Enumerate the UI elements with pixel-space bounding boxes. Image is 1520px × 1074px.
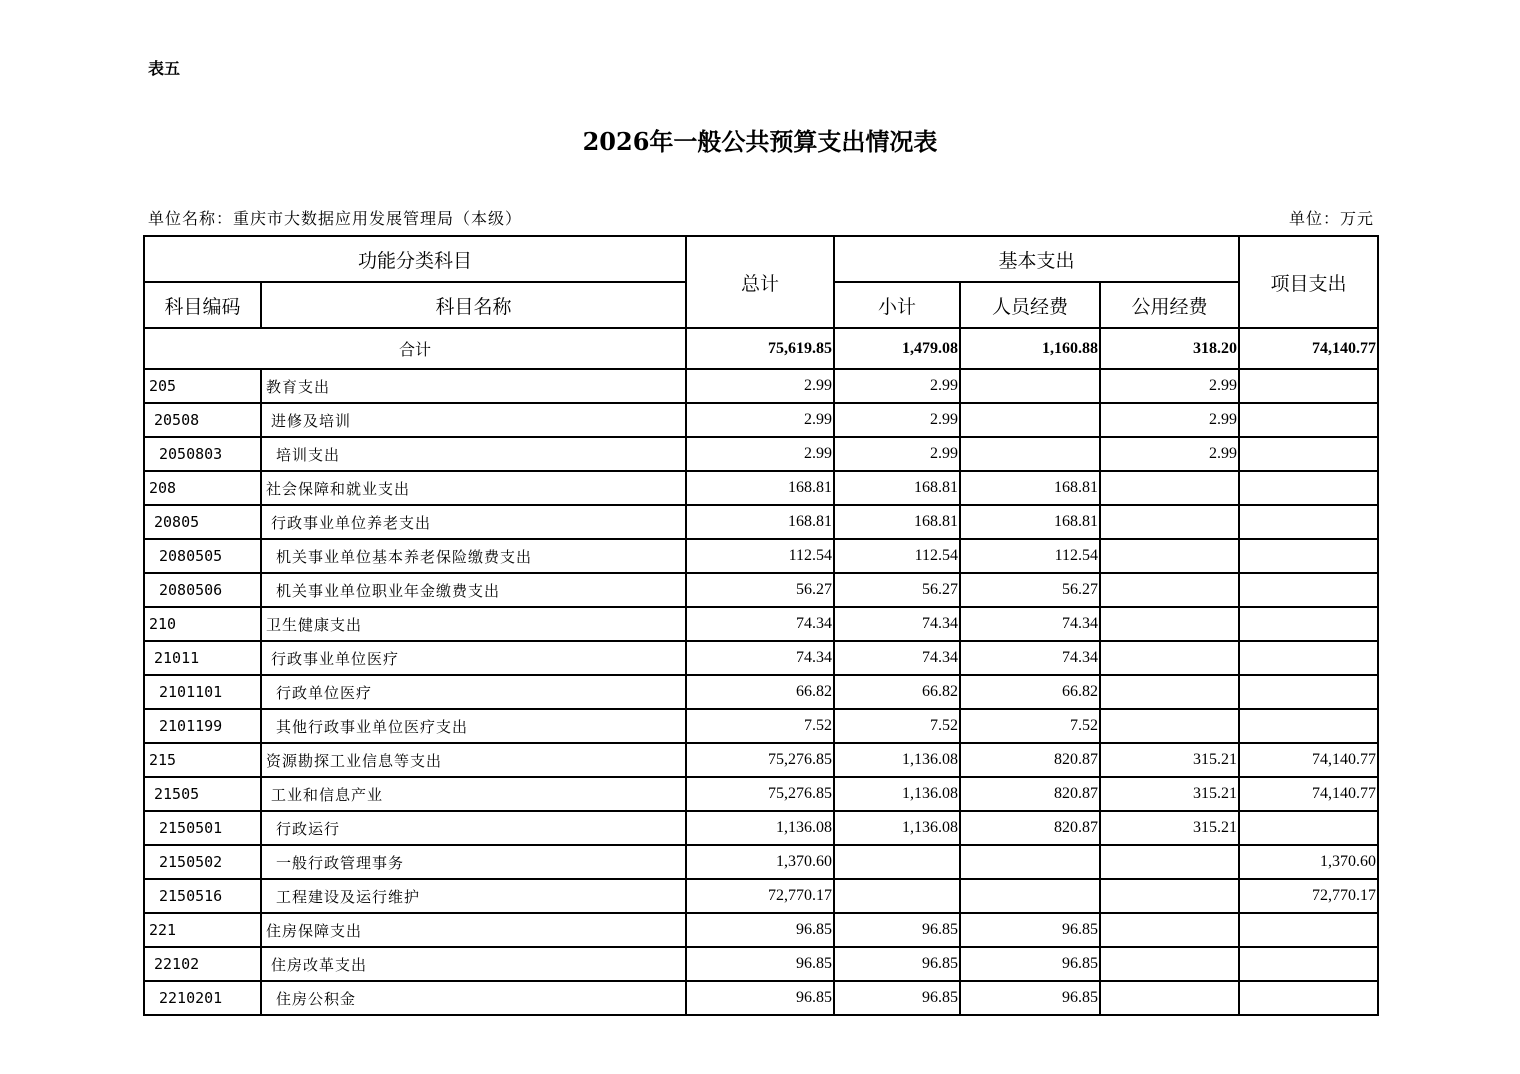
cell-subtotal: 112.54 (834, 539, 960, 573)
cell-project (1239, 811, 1378, 845)
cell-project (1239, 913, 1378, 947)
table-row (144, 981, 1378, 1015)
cell-personnel: 820.87 (960, 777, 1100, 811)
cell-public (1100, 573, 1239, 607)
cell-personnel: 168.81 (960, 471, 1100, 505)
cell-total: 75,276.85 (686, 743, 834, 777)
cell-personnel: 112.54 (960, 539, 1100, 573)
total-total: 75,619.85 (686, 328, 834, 369)
header-code: 科目编码 (144, 282, 261, 328)
table-row (144, 845, 1378, 879)
cell-total: 1,136.08 (686, 811, 834, 845)
cell-project (1239, 573, 1378, 607)
cell-subtotal: 2.99 (834, 403, 960, 437)
cell-total: 56.27 (686, 573, 834, 607)
cell-name: 住房公积金 (261, 981, 686, 1015)
cell-project: 1,370.60 (1239, 845, 1378, 879)
cell-name: 行政单位医疗 (261, 675, 686, 709)
cell-code: 2150502 (144, 845, 261, 879)
cell-code: 215 (144, 743, 261, 777)
cell-personnel: 96.85 (960, 913, 1100, 947)
cell-total: 168.81 (686, 505, 834, 539)
cell-name: 培训支出 (261, 437, 686, 471)
cell-name: 住房保障支出 (261, 913, 686, 947)
cell-project (1239, 471, 1378, 505)
cell-public (1100, 879, 1239, 913)
cell-total: 2.99 (686, 403, 834, 437)
cell-code: 2150516 (144, 879, 261, 913)
table-row (144, 437, 1378, 471)
cell-project (1239, 675, 1378, 709)
cell-subtotal (834, 845, 960, 879)
cell-code: 2101199 (144, 709, 261, 743)
cell-public (1100, 845, 1239, 879)
cell-name: 行政运行 (261, 811, 686, 845)
cell-public (1100, 981, 1239, 1015)
table-row (144, 709, 1378, 743)
cell-personnel (960, 403, 1100, 437)
cell-personnel: 820.87 (960, 743, 1100, 777)
cell-total: 7.52 (686, 709, 834, 743)
cell-subtotal: 74.34 (834, 641, 960, 675)
page-title: 2026年一般公共预算支出情况表 (582, 127, 938, 156)
cell-name: 教育支出 (261, 369, 686, 403)
table-row (144, 675, 1378, 709)
cell-code: 21505 (144, 777, 261, 811)
cell-name: 工业和信息产业 (261, 777, 686, 811)
table-row (144, 471, 1378, 505)
table-row (144, 879, 1378, 913)
table-label: 表五 (148, 59, 181, 78)
cell-public: 2.99 (1100, 369, 1239, 403)
header-name: 科目名称 (261, 282, 686, 328)
cell-public (1100, 641, 1239, 675)
cell-personnel (960, 369, 1100, 403)
total-label: 合计 (144, 328, 686, 369)
cell-name: 行政事业单位养老支出 (261, 505, 686, 539)
table-row (144, 607, 1378, 641)
cell-subtotal: 7.52 (834, 709, 960, 743)
table-row (144, 811, 1378, 845)
cell-name: 进修及培训 (261, 403, 686, 437)
cell-public (1100, 607, 1239, 641)
cell-personnel: 56.27 (960, 573, 1100, 607)
cell-total: 168.81 (686, 471, 834, 505)
cell-project (1239, 709, 1378, 743)
cell-code: 210 (144, 607, 261, 641)
cell-public (1100, 947, 1239, 981)
cell-code: 2050803 (144, 437, 261, 471)
cell-subtotal: 56.27 (834, 573, 960, 607)
cell-public (1100, 913, 1239, 947)
cell-public (1100, 539, 1239, 573)
cell-project (1239, 403, 1378, 437)
cell-total: 1,370.60 (686, 845, 834, 879)
cell-code: 22102 (144, 947, 261, 981)
cell-code: 2210201 (144, 981, 261, 1015)
table-row (144, 369, 1378, 403)
cell-personnel: 7.52 (960, 709, 1100, 743)
cell-subtotal: 1,136.08 (834, 777, 960, 811)
cell-subtotal: 168.81 (834, 471, 960, 505)
cell-total: 96.85 (686, 913, 834, 947)
table-row (144, 505, 1378, 539)
total-row (144, 328, 1378, 369)
cell-code: 205 (144, 369, 261, 403)
cell-total: 74.34 (686, 607, 834, 641)
cell-project (1239, 505, 1378, 539)
total-subtotal: 1,479.08 (834, 328, 960, 369)
cell-public: 315.21 (1100, 811, 1239, 845)
cell-name: 机关事业单位基本养老保险缴费支出 (261, 539, 686, 573)
cell-name: 住房改革支出 (261, 947, 686, 981)
cell-name: 一般行政管理事务 (261, 845, 686, 879)
cell-total: 2.99 (686, 369, 834, 403)
cell-personnel (960, 437, 1100, 471)
cell-name: 行政事业单位医疗 (261, 641, 686, 675)
cell-project (1239, 437, 1378, 471)
cell-total: 96.85 (686, 947, 834, 981)
cell-code: 2150501 (144, 811, 261, 845)
cell-code: 20805 (144, 505, 261, 539)
cell-name: 卫生健康支出 (261, 607, 686, 641)
cell-public: 315.21 (1100, 743, 1239, 777)
table-row (144, 641, 1378, 675)
cell-code: 2080505 (144, 539, 261, 573)
cell-subtotal: 1,136.08 (834, 743, 960, 777)
cell-code: 2101101 (144, 675, 261, 709)
cell-subtotal: 66.82 (834, 675, 960, 709)
header-basic: 基本支出 (834, 236, 1239, 282)
table-row (144, 573, 1378, 607)
table-row (144, 777, 1378, 811)
table-row (144, 913, 1378, 947)
cell-project (1239, 369, 1378, 403)
cell-project: 74,140.77 (1239, 743, 1378, 777)
total-personnel: 1,160.88 (960, 328, 1100, 369)
cell-public (1100, 709, 1239, 743)
header-function-category: 功能分类科目 (144, 236, 686, 282)
unit-name: 单位名称：重庆市大数据应用发展管理局（本级） (148, 209, 523, 228)
header-subtotal: 小计 (834, 282, 960, 328)
cell-public: 315.21 (1100, 777, 1239, 811)
cell-total: 96.85 (686, 981, 834, 1015)
cell-total: 112.54 (686, 539, 834, 573)
cell-public (1100, 675, 1239, 709)
cell-subtotal: 168.81 (834, 505, 960, 539)
header-project: 项目支出 (1239, 236, 1378, 328)
cell-personnel: 74.34 (960, 607, 1100, 641)
cell-subtotal: 1,136.08 (834, 811, 960, 845)
cell-name: 机关事业单位职业年金缴费支出 (261, 573, 686, 607)
cell-personnel: 74.34 (960, 641, 1100, 675)
cell-code: 20508 (144, 403, 261, 437)
cell-total: 66.82 (686, 675, 834, 709)
cell-personnel (960, 845, 1100, 879)
header-personnel: 人员经费 (960, 282, 1100, 328)
cell-total: 75,276.85 (686, 777, 834, 811)
cell-name: 其他行政事业单位医疗支出 (261, 709, 686, 743)
table-row (144, 743, 1378, 777)
cell-total: 72,770.17 (686, 879, 834, 913)
cell-code: 221 (144, 913, 261, 947)
table-row (144, 403, 1378, 437)
cell-code: 21011 (144, 641, 261, 675)
budget-table (143, 235, 1379, 1016)
cell-public: 2.99 (1100, 437, 1239, 471)
cell-code: 208 (144, 471, 261, 505)
total-public: 318.20 (1100, 328, 1239, 369)
cell-name: 工程建设及运行维护 (261, 879, 686, 913)
cell-total: 2.99 (686, 437, 834, 471)
cell-personnel: 96.85 (960, 981, 1100, 1015)
cell-public (1100, 471, 1239, 505)
cell-public: 2.99 (1100, 403, 1239, 437)
table-row (144, 539, 1378, 573)
cell-total: 74.34 (686, 641, 834, 675)
cell-subtotal: 96.85 (834, 913, 960, 947)
cell-subtotal (834, 879, 960, 913)
header-total: 总计 (686, 236, 834, 328)
total-project: 74,140.77 (1239, 328, 1378, 369)
cell-project (1239, 947, 1378, 981)
cell-code: 2080506 (144, 573, 261, 607)
cell-name: 社会保障和就业支出 (261, 471, 686, 505)
unit-label: 单位：万元 (1288, 209, 1374, 228)
cell-personnel: 96.85 (960, 947, 1100, 981)
cell-personnel: 820.87 (960, 811, 1100, 845)
cell-project: 74,140.77 (1239, 777, 1378, 811)
cell-personnel: 168.81 (960, 505, 1100, 539)
cell-name: 资源勘探工业信息等支出 (261, 743, 686, 777)
cell-subtotal: 2.99 (834, 437, 960, 471)
cell-project (1239, 539, 1378, 573)
cell-personnel (960, 879, 1100, 913)
cell-project (1239, 981, 1378, 1015)
cell-subtotal: 96.85 (834, 981, 960, 1015)
table-row (144, 947, 1378, 981)
cell-public (1100, 505, 1239, 539)
cell-project: 72,770.17 (1239, 879, 1378, 913)
header-public: 公用经费 (1100, 282, 1239, 328)
cell-personnel: 66.82 (960, 675, 1100, 709)
cell-subtotal: 96.85 (834, 947, 960, 981)
cell-subtotal: 2.99 (834, 369, 960, 403)
cell-project (1239, 607, 1378, 641)
cell-project (1239, 641, 1378, 675)
cell-subtotal: 74.34 (834, 607, 960, 641)
